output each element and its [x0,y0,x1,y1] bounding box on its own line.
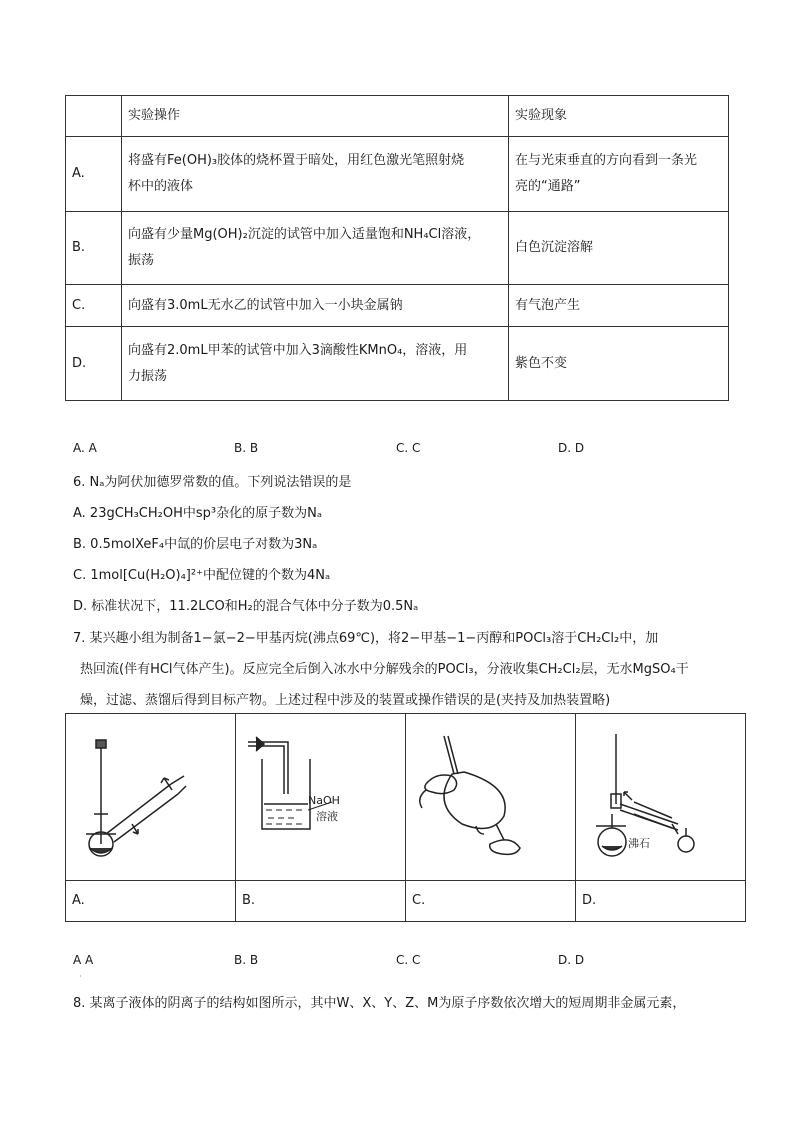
operation-cell [122,137,509,212]
observation-cell: 紫色不变 [509,327,729,401]
apparatus-label-c[interactable]: C. [406,881,576,922]
experiment-table [65,95,729,401]
operation-cell: 向盛有3.0mL无水乙的试管中加入一小块金属钠 [122,285,509,327]
observation-cell [509,137,729,212]
q7-line-2: 热回流(伴有HCl气体产生)。反应完全后倒入冰水中分解残余的POCl₃，分液收集CH₂Cl₂层，无水MgSO₄干 [80,662,689,677]
apparatus-image-row [66,714,746,881]
gas-absorption-image [236,714,405,870]
table-row-c [66,285,729,327]
q6-stem: 6. Nₐ为阿伏加德罗常数的值。下列说法错误的是 [73,475,352,490]
q6-option-b[interactable]: B. 0.5molXeF₄中氙的价层电子对数为3Nₐ [73,537,318,552]
apparatus-label-b[interactable]: B. [236,881,406,922]
row-label: B. [66,212,122,285]
table-row-a [66,137,729,212]
apparatus-label-d[interactable]: D. [576,881,746,922]
observation-line: 在与光束垂直的方向看到一条光 [515,153,698,168]
operation-line: 向盛有少量Mg(OH)₂沉淀的试管中加入适量饱和NH₄Cl溶液， [128,227,481,242]
table-row-d [66,327,729,401]
apparatus-cell-c [406,714,576,881]
reflux-apparatus-image [66,714,235,870]
row-label: C. [66,285,122,327]
observation-cell: 有气泡产生 [509,285,729,327]
apparatus-cell-b [236,714,406,881]
operation-line: 向盛有2.0mL甲苯的试管中加入3滴酸性KMnO₄，溶液，用 [128,342,468,358]
apparatus-cell-a [66,714,236,881]
q7-line-3: 燥，过滤、蒸馏后得到目标产物。上述过程中涉及的装置或操作错误的是(夹持及加热装置略) [80,693,611,708]
choice-b[interactable]: B. B [234,953,259,967]
operation-line: 力振荡 [128,368,168,384]
apparatus-label-a[interactable]: A. [66,881,236,922]
header-blank-cell [66,96,122,137]
operation-cell [122,212,509,285]
header-operation-cell: 实验操作 [122,96,509,137]
stray-mark: · [79,972,82,981]
table-header-row [66,96,729,137]
choice-c[interactable]: C. C [396,441,421,455]
q6-option-d[interactable]: D. 标准状况下，11.2LCO和H₂的混合气体中分子数为0.5Nₐ [73,599,419,614]
solution-label: 溶液 [316,810,338,823]
q7-line-1: 7. 某兴趣小组为制备1−氯−2−甲基丙烷(沸点69℃)，将2−甲基−1−丙醇和POCl₃溶于CH₂Cl₂中，加 [73,631,659,646]
distillation-apparatus-image [576,714,745,870]
naoh-label: NaOH [308,794,340,807]
header-observation-cell: 实验现象 [509,96,729,137]
table-row-b [66,212,729,285]
apparatus-table [65,713,746,922]
observation-line: 亮的“通路” [515,179,581,194]
operation-line: 杯中的液体 [128,179,194,194]
choice-d[interactable]: D. D [558,441,585,455]
separatory-funnel-shaking-image [406,714,575,870]
operation-line: 振荡 [128,253,155,268]
boiling-stone-label: 沸石 [628,837,650,850]
row-label: A. [66,137,122,212]
answer-choices-q5 [0,441,794,459]
choice-c[interactable]: C. C [396,953,421,967]
choice-d[interactable]: D. D [558,953,585,967]
observation-cell: 白色沉淀溶解 [509,212,729,285]
q8-line-1: 8. 某离子液体的阴离子的结构如图所示，其中W、X、Y、Z、M为原子序数依次增大的短周期非金属元素， [73,996,686,1011]
apparatus-cell-d [576,714,746,881]
operation-line: 将盛有Fe(OH)₃胶体的烧杯置于暗处，用红色激光笔照射烧 [128,153,465,168]
apparatus-label-row [66,881,746,922]
choice-a[interactable]: A A [73,953,94,967]
answer-choices-q7 [0,953,794,971]
choice-b[interactable]: B. B [234,441,259,455]
choice-a[interactable]: A. A [73,441,97,455]
row-label: D. [66,327,122,401]
q6-option-a[interactable]: A. 23gCH₃CH₂OH中sp³杂化的原子数为Nₐ [73,506,322,521]
operation-cell [122,327,509,401]
q6-option-c[interactable]: C. 1mol[Cu(H₂O)₄]²⁺中配位键的个数为4Nₐ [73,568,331,583]
